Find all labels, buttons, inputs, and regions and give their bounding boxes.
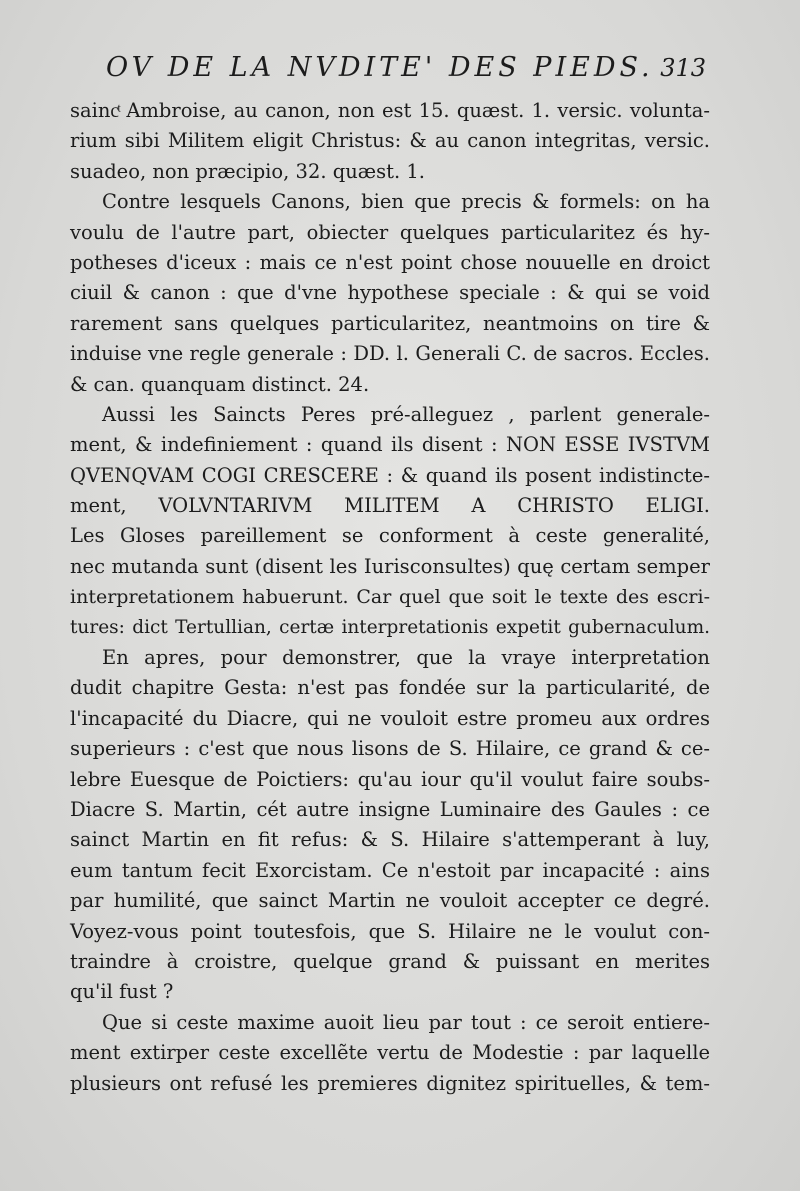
text-line: dudit chapitre Gesta: n'est pas fondée sur la particularité, de [70, 676, 710, 700]
paragraph [70, 1008, 710, 1099]
text-line: sainct Martin en fit refus: & S. Hilaire s'attemperant à luy, [70, 828, 710, 852]
text-line: ciuil & canon : que d'vne hypothese speciale : & qui se void [70, 281, 710, 305]
text-line: suadeo, non præcipio, 32. quæst. 1. [70, 159, 425, 183]
text-line: ment, & indefiniement : quand ils disent : NON ESSE IVSTVM [70, 433, 710, 457]
paragraph [70, 643, 710, 1008]
running-head [106, 52, 706, 92]
text-line: interpretationem habuerunt. Car quel que soit le texte des escri- [70, 586, 710, 609]
text-line: & can. quanquam distinct. 24. [70, 372, 370, 396]
text-line: Que si ceste maxime auoit lieu par tout : ce seroit entiere- [102, 1010, 710, 1034]
text-line: superieurs : c'est que nous lisons de S. Hilaire, ce grand & ce- [70, 737, 710, 761]
page-number: 313 [660, 54, 706, 82]
text-line: tures: dict Tertullian, certæ interpretationis expetit gubernaculum. [70, 616, 710, 638]
text-line: nec mutanda sunt (disent les Iurisconsultes) quę certam semper [70, 554, 710, 578]
text-line: voulu de l'autre part, obiecter quelques particularitez és hy- [70, 220, 710, 244]
text-line: saincͭ Ambroise, au canon, non est 15. quæst. 1. versic. volunta- [70, 99, 710, 122]
running-title: OV DE LA NVDITE' DES PIEDS. [106, 52, 654, 83]
text-line: lebre Euesque de Poictiers: qu'au iour qu'il voulut faire soubs- [70, 767, 710, 791]
text-line: Contre lesquels Canons, bien que precis & formels: on ha [102, 190, 710, 214]
paragraph [70, 187, 710, 400]
text-line: traindre à croistre, quelque grand & puissant en merites [70, 949, 710, 973]
text-line: Les Gloses pareillement se conforment à ceste generalité, [70, 524, 710, 548]
text-line: rarement sans quelques particularitez, neantmoins on tire & [70, 311, 710, 335]
text-line: Voyez-vous point toutesfois, que S. Hilaire ne le voulut con- [70, 919, 710, 943]
text-line: Diacre S. Martin, cét autre insigne Luminaire des Gaules : ce [70, 797, 710, 821]
text-line: potheses d'iceux : mais ce n'est point chose nouuelle en droict [70, 250, 710, 274]
text-line: QVENQVAM COGI CRESCERE : & quand ils posent indistincte- [70, 463, 710, 487]
text-line: l'incapacité du Diacre, qui ne vouloit estre promeu aux ordres [70, 706, 710, 730]
text-line: En apres, pour demonstrer, que la vraye interpretation [102, 646, 710, 670]
text-line: ment, VOLVNTARIVM MILITEM A CHRISTO ELIGI. [70, 494, 710, 518]
paragraph [70, 400, 710, 643]
text-line: rium sibi Militem eligit Christus: & au canon integritas, versic. [70, 129, 710, 153]
paragraph [70, 96, 710, 187]
text-line: induise vne regle generale : DD. l. Generali C. de sacros. Eccles. [70, 342, 710, 366]
text-line: plusieurs ont refusé les premieres dignitez spirituelles, & tem- [70, 1071, 710, 1095]
body-text [70, 96, 710, 1099]
text-line: par humilité, que sainct Martin ne vouloit accepter ce degré. [70, 889, 710, 913]
text-line: Aussi les Saincts Peres pré-alleguez , parlent generale- [102, 402, 710, 426]
text-line: eum tantum fecit Exorcistam. Ce n'estoit par incapacité : ains [70, 858, 710, 882]
text-line: ment extirper ceste excellẽte vertu de Modestie : par laquelle [70, 1041, 710, 1065]
text-line: qu'il fust ? [70, 980, 174, 1004]
